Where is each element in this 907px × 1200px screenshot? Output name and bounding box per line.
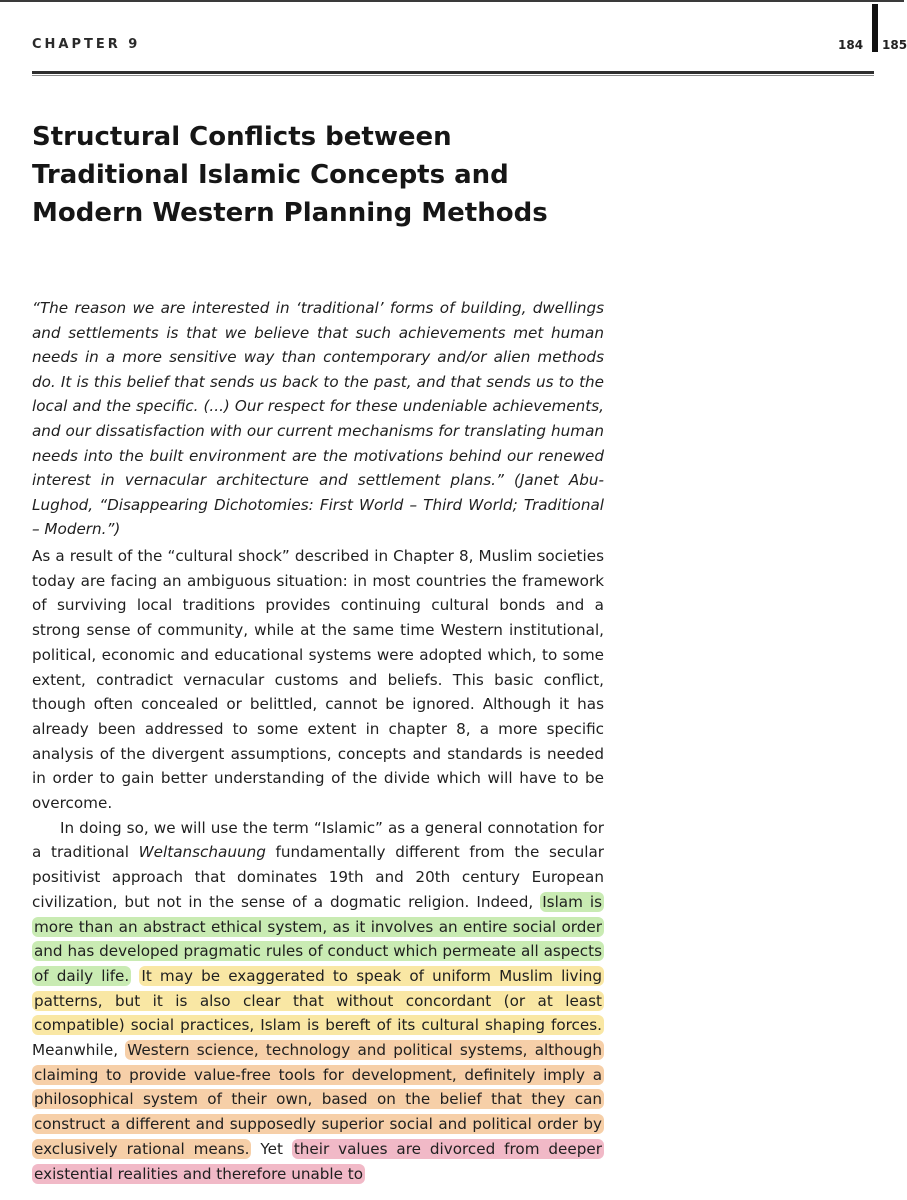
body-text (32, 544, 604, 1186)
paragraph-2-yet: Yet (251, 1139, 292, 1158)
highlight-orange: Western science, technology and political systems, although claiming to provide value-free tools for development, definitely imply a philosophical system of their own, based on the belief that they can construct a different and supposedly superior social and political order by exclusively rational means. (34, 1041, 602, 1158)
title-line-1: Structural Conflicts between (32, 122, 452, 152)
paragraph-2-meanwhile: Meanwhile, (32, 1041, 126, 1060)
page-number-left: 184 (838, 38, 864, 52)
title-line-2: Traditional Islamic Concepts and (32, 160, 509, 190)
paragraph-2-intro: In doing so, we will use the term “Islamic” as a general connotation for a traditional (32, 818, 604, 862)
title-line-3: Modern Western Planning Methods (32, 198, 548, 228)
epigraph-quote: “The reason we are interested in ‘traditional’ forms of building, dwellings and settlements is that we believe that such achievements met human needs in a more sensitive way than contemporary and/or alien methods do. It is this belief that sends us back to the past, and that sends us to the local and the specific. (...) Our respect for these undeniable achievements, and our dissatisfaction with our current mechanisms for translating human needs into the built environment are the motivations behind our renewed interest in vernacular architecture and settlement plans.” (Janet Abu-Lughod, “Disappearing Dichotomies: First World – Third World; Traditional – Modern.”) (32, 299, 604, 539)
paragraph-2 (32, 816, 604, 1187)
highlight-yellow: It may be exaggerated to speak of uniform Muslim living patterns, but it is also clear that without concordant (or at least compatible) social practices, Islam is bereft of its cultural shaping forces. (34, 966, 602, 1035)
paragraph-1: As a result of the “cultural shock” described in Chapter 8, Muslim societies today are facing an ambiguous situation: in most countries the framework of surviving local traditions provides continuing cultural bonds and a strong sense of community, while at the same time Western institutional, political, economic and educational systems were adopted which, to some extent, contradict vernacular customs and beliefs. This basic conflict, though often concealed or belittled, cannot be ignored. Although it has already been addressed to some extent in chapter 8, a more specific analysis of the divergent assumptions, concepts and standards is needed in order to gain better understanding of the divide which will have to be overcome. (32, 547, 604, 813)
paragraph-2-continuation: fundamentally different from the secular positivist approach that dominates 19th and 20th century European civilization, but not in the sense of a dogmatic religion. Indeed, (32, 843, 604, 911)
chapter-label: CHAPTER 9 (32, 37, 141, 52)
highlight-pink: their values are divorced from deeper existential realities and therefore unable to (34, 1139, 602, 1183)
page-number-right: 185 (882, 38, 907, 52)
header-rule (32, 71, 874, 74)
top-border (0, 0, 904, 2)
running-header (32, 34, 907, 64)
highlight-green: Islam is more than an abstract ethical system, as it involves an entire social order and has developed pragmatic rules of conduct which permeate all aspects of daily life. (34, 892, 602, 985)
chapter-title (32, 118, 652, 232)
page-divider-bar (872, 4, 878, 52)
header-rule-thin (32, 75, 874, 76)
weltanschauung-term: Weltanschauung (138, 843, 266, 862)
